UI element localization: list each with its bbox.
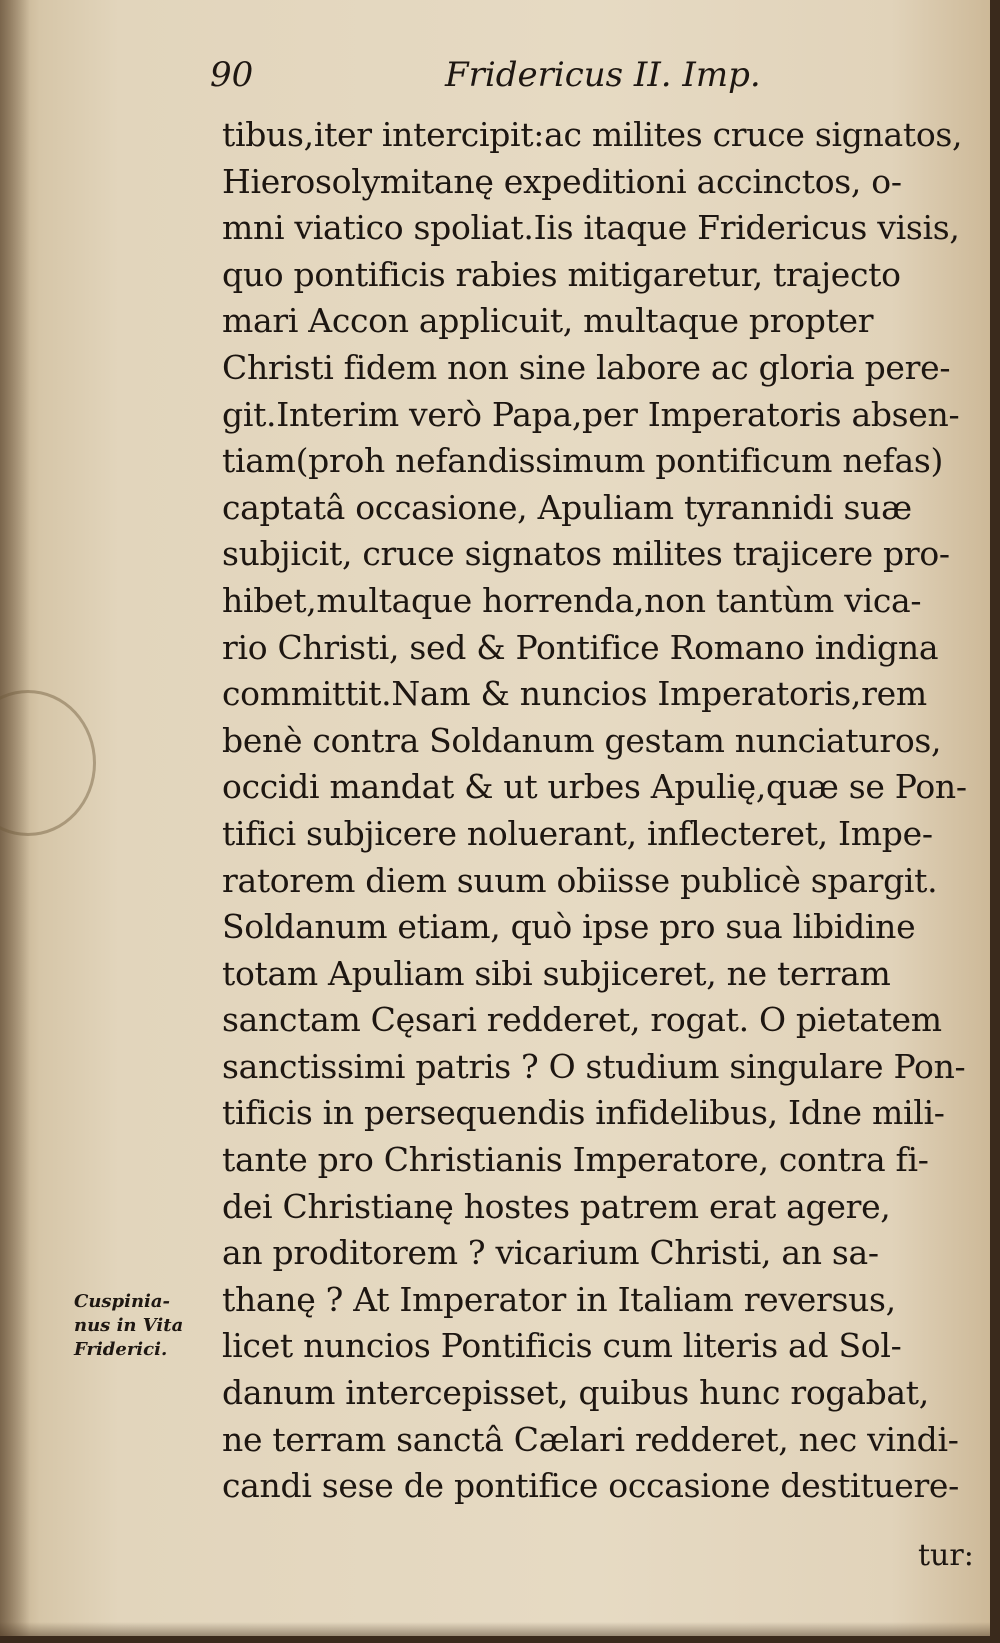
catchword: tur: (918, 1538, 974, 1573)
body-text (222, 112, 972, 1510)
text-line: tante pro Christianis Imperatore, contra fi- (222, 1140, 929, 1180)
text-line: candi sese de pontifice occasione destituere- (222, 1466, 960, 1506)
text-line: mari Accon applicuit, multaque propter (222, 301, 874, 341)
text-line: hibet,multaque horrenda,non tantùm vica- (222, 580, 922, 620)
text-line: an proditorem ? vicarium Christi, an sa- (222, 1233, 879, 1273)
text-line: rio Christi, sed & Pontifice Romano indigna (222, 627, 939, 667)
text-line: totam Apuliam sibi subjiceret, ne terram (222, 953, 891, 993)
page-bottom-edge (0, 1622, 990, 1636)
text-line: Soldanum etiam, quò ipse pro sua libidine (222, 907, 916, 947)
text-line: git.Interim verò Papa,per Imperatoris absen- (222, 394, 960, 434)
marginal-note-line: Friderici. (74, 1339, 168, 1360)
text-line: sanctissimi patris ? O studium singulare Pon- (222, 1046, 966, 1086)
text-line: thanę ? At Imperator in Italiam reversus, (222, 1279, 896, 1319)
text-line: occidi mandat & ut urbes Apulię,quæ se Pon- (222, 767, 967, 807)
text-line: Christi fidem non sine labore ac gloria pere- (222, 347, 951, 387)
text-line: tibus,iter intercipit:ac milites cruce signatos, (222, 115, 963, 154)
text-line: Hierosolymitanę expeditioni accinctos, o- (222, 161, 902, 201)
marginal-note-line: nus in Vita (74, 1315, 184, 1336)
text-line: committit.Nam & nuncios Imperatoris,rem (222, 674, 927, 714)
marginal-note-line: Cuspinia- (74, 1291, 171, 1312)
text-line: danum intercepisset, quibus hunc rogabat, (222, 1373, 929, 1413)
text-line: tificis in persequendis infidelibus, Idne mili- (222, 1093, 945, 1133)
text-line: licet nuncios Pontificis cum literis ad Sol- (222, 1326, 902, 1366)
text-line: tiam(proh nefandissimum pontificum nefas) (222, 441, 944, 481)
text-line: sanctam Cęsari redderet, rogat. O pietatem (222, 1000, 942, 1040)
text-line: quo pontificis rabies mitigaretur, trajecto (222, 254, 901, 294)
page-curl-mark (0, 690, 96, 836)
marginal-note (74, 1290, 224, 1362)
text-line: subjicit, cruce signatos milites trajicere pro- (222, 534, 950, 574)
running-head (210, 55, 950, 105)
text-line: ne terram sanctâ Cælari redderet, nec vindi- (222, 1419, 959, 1459)
page-number: 90 (210, 55, 254, 95)
text-line: ratorem diem suum obiisse publicè spargit. (222, 860, 938, 900)
text-line: captatâ occasione, Apuliam tyrannidi suæ (222, 487, 912, 527)
text-line: tifici subjicere noluerant, inflecteret, Impe- (222, 813, 933, 853)
text-line: dei Christianę hostes patrem erat agere, (222, 1186, 891, 1226)
text-line: mni viatico spoliat.Iis itaque Fridericus visis, (222, 208, 960, 248)
text-line: benè contra Soldanum gestam nunciaturos, (222, 720, 942, 760)
running-title: Fridericus II. Imp. (445, 55, 761, 95)
